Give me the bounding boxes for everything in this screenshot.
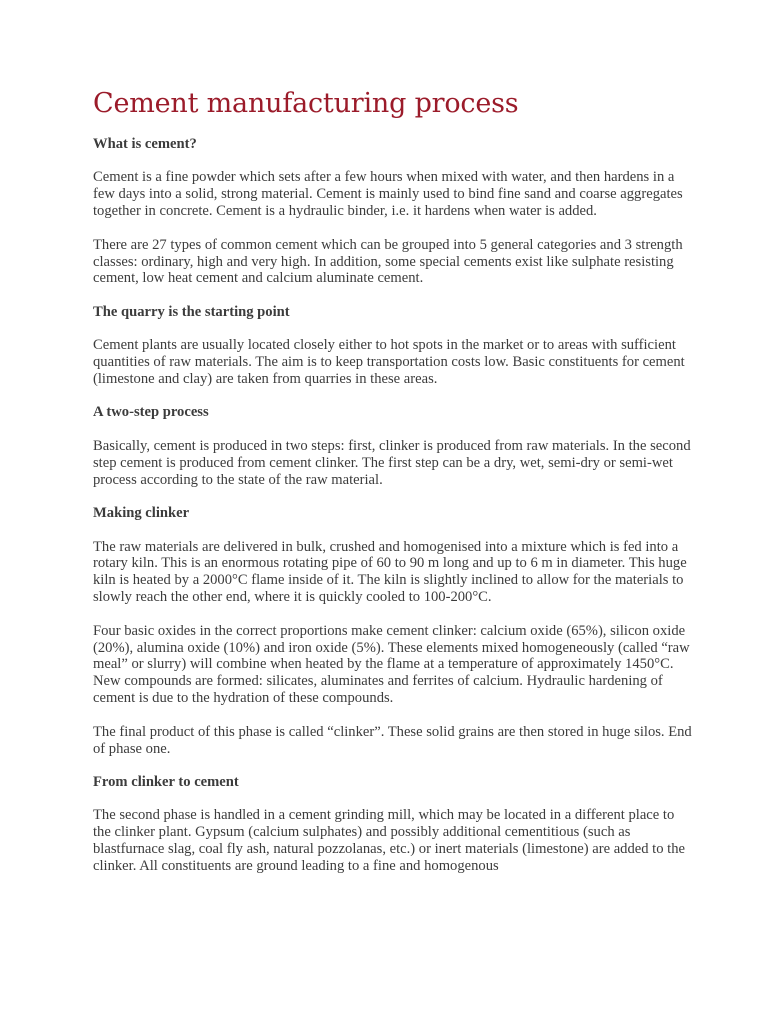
paragraph-cement-definition: Cement is a fine powder which sets after a few hours when mixed with water, and then hardens in a few days into a solid, strong material. Cement is mainly used to bind fine sand and coarse aggregates together in concrete. Cement is a hydraulic binder, i.e. it hardens when water is added. <box>93 169 683 220</box>
paragraph-grinding-mill: The second phase is handled in a cement grinding mill, which may be located in a different place to the clinker plant. Gypsum (calcium sulphates) and possibly additional cementitious (such as blastfurnace slag, coal fly ash, natural pozzolanas, etc.) or inert materials (limestone) are added to the clinker. All constituents are ground leading to a fine and homogenous <box>93 807 686 875</box>
paragraph-basic-oxides: Four basic oxides in the correct proportions make cement clinker: calcium oxide (65%), silicon oxide (20%), alumina oxide (10%) and iron oxide (5%). These elements mixed homogeneously (called “raw meal” or slurry) will combine when heated by the flame at a temperature of approximately 1450°C. New compounds are formed: silicates, aluminates and ferrites of calcium. Hydraulic hardening of cement is due to the hydration of these compounds. <box>93 622 690 707</box>
section-heading-clinker-to-cement: From clinker to cement <box>93 773 239 790</box>
document-page <box>93 86 693 892</box>
section-heading-making-clinker: Making clinker <box>93 505 190 522</box>
paragraph-two-step-process: Basically, cement is produced in two steps: first, clinker is produced from raw materials. In the second step cement is produced from cement clinker. The first step can be a dry, wet, semi-dry or semi-wet process according to the state of the raw material. <box>93 437 691 488</box>
section-heading-what-is-cement: What is cement? <box>93 136 197 152</box>
section-heading-quarry: The quarry is the starting point <box>93 303 290 320</box>
paragraph-rotary-kiln: The raw materials are delivered in bulk, crushed and homogenised into a mixture which is fed into a rotary kiln. This is an enormous rotating pipe of 60 to 90 m long and up to 6 m in diameter. This huge kiln is heated by a 2000°C flame inside of it. The kiln is slightly inclined to allow for the materials to slowly reach the other end, where it is quickly cooled to 100-200°C. <box>93 538 687 606</box>
paragraph-quarry: Cement plants are usually located closely either to hot spots in the market or to areas with sufficient quantities of raw materials. The aim is to keep transportation costs low. Basic constituents for cement (limestone and clay) are taken from quarries in these areas. <box>93 337 685 388</box>
paragraph-cement-types: There are 27 types of common cement which can be grouped into 5 general categories and 3 strength classes: ordinary, high and very high. In addition, some special cements exist like sulphate resisting cement, low heat cement and calcium aluminate cement. <box>93 236 683 287</box>
paragraph-clinker-final-product: The final product of this phase is called “clinker”. These solid grains are then stored in huge silos. End of phase one. <box>93 723 692 757</box>
section-heading-two-step-process: A two-step process <box>93 404 209 421</box>
page-title: Cement manufacturing process <box>93 88 519 119</box>
